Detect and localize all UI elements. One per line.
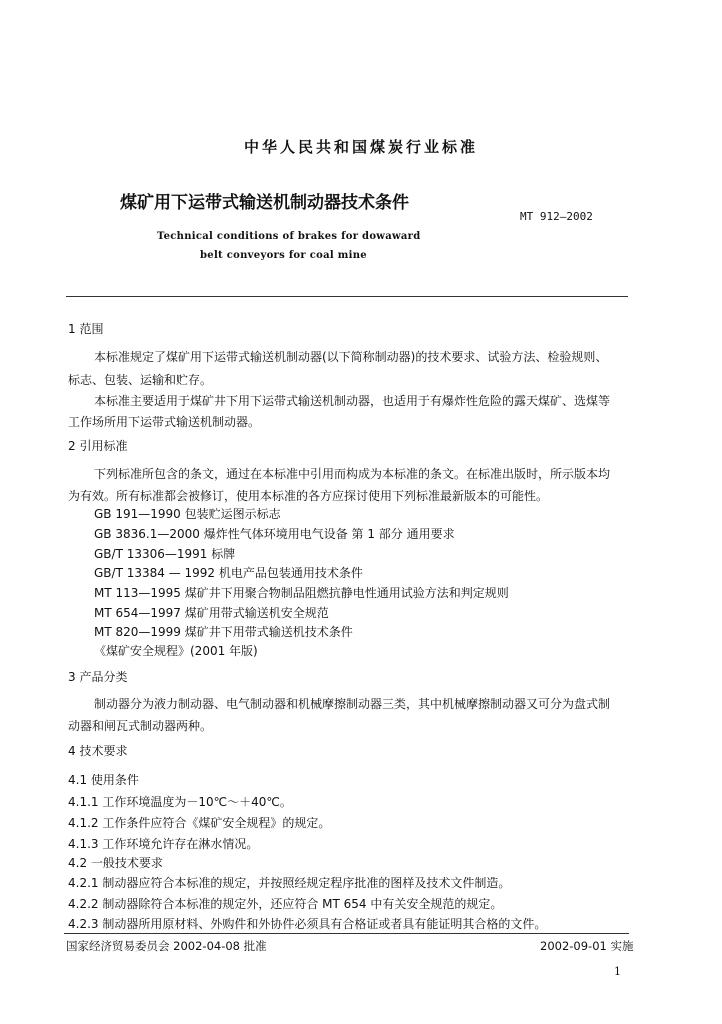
clause-item: 4.1.1 工作环境温度为－10℃～＋40℃。 — [68, 795, 292, 809]
approval-line: 国家经济贸易委员会 2002-04-08 批准 — [66, 939, 267, 953]
section-1-heading: 1 范围 — [68, 322, 104, 336]
clause-item: 4.1.3 工作环境允许存在淋水情况。 — [68, 837, 259, 851]
reference-item: MT 654—1997 煤矿用带式输送机安全规范 — [94, 606, 329, 620]
standard-code: MT 912—2002 — [520, 210, 593, 223]
section-2-paragraph-line-2: 为有效。所有标准都会被修订，使用本标准的各方应探讨使用下列标准最新版本的可能性。 — [68, 489, 549, 503]
header-divider — [66, 296, 628, 297]
document-title-en-line2: belt conveyors for coal mine — [200, 250, 367, 261]
section-2-heading: 2 引用标准 — [68, 439, 128, 453]
reference-item: GB 3836.1—2000 爆炸性气体环境用电气设备 第 1 部分 通用要求 — [94, 527, 455, 541]
reference-item: GB 191—1990 包装贮运图示标志 — [94, 507, 281, 521]
section-1-paragraph-1-line-2: 标志、包装、运输和贮存。 — [68, 373, 213, 387]
document-title-cn: 煤矿用下运带式输送机制动器技术条件 — [120, 193, 409, 213]
footer-divider — [64, 933, 629, 934]
document-title-en-line1: Technical conditions of brakes for dowaward — [157, 231, 421, 242]
clause-item: 4.2.1 制动器应符合本标准的规定，并按照经规定程序批准的图样及技术文件制造。 — [68, 876, 511, 890]
implementation-date: 2002-09-01 实施 — [540, 939, 634, 953]
section-1-paragraph-2-line-2: 工作场所用下运带式输送机制动器。 — [68, 415, 261, 429]
section-2-paragraph-line-1: 下列标准所包含的条文，通过在本标准中引用而构成为本标准的条文。在标准出版时，所示版本均 — [94, 467, 611, 481]
page-number: 1 — [614, 965, 621, 978]
section-3-heading: 3 产品分类 — [68, 670, 128, 684]
clause-item: 4.2.2 制动器除符合本标准的规定外，还应符合 MT 654 中有关安全规范的规定。 — [68, 897, 503, 911]
reference-item: MT 113—1995 煤矿井下用聚合物制品阻燃抗静电性通用试验方法和判定规则 — [94, 586, 509, 600]
section-1-paragraph-2-line-1: 本标准主要适用于煤矿井下用下运带式输送机制动器，也适用于有爆炸性危险的露天煤矿、选煤等 — [94, 394, 611, 408]
section-3-paragraph-line-1: 制动器分为液力制动器、电气制动器和机械摩擦制动器三类，其中机械摩擦制动器又可分为盘式制 — [94, 697, 611, 711]
clause-item: 4.2 一般技术要求 — [68, 856, 163, 870]
reference-item: GB/T 13306—1991 标牌 — [94, 547, 236, 561]
standard-category-header: 中华人民共和国煤炭行业标准 — [243, 138, 478, 156]
reference-item: 《煤矿安全规程》(2001 年版) — [94, 644, 258, 658]
reference-item: GB/T 13384 — 1992 机电产品包装通用技术条件 — [94, 566, 363, 580]
section-3-paragraph-line-2: 动器和闸瓦式制动器两种。 — [68, 719, 213, 733]
reference-item: MT 820—1999 煤矿井下用带式输送机技术条件 — [94, 625, 353, 639]
clause-item: 4.1.2 工作条件应符合《煤矿安全规程》的规定。 — [68, 816, 331, 830]
section-1-paragraph-1-line-1: 本标准规定了煤矿用下运带式输送机制动器(以下简称制动器)的技术要求、试验方法、检验规则、 — [94, 350, 608, 364]
section-4-heading: 4 技术要求 — [68, 744, 128, 758]
clause-item: 4.1 使用条件 — [68, 773, 139, 787]
clause-item: 4.2.3 制动器所用原材料、外购件和外协件必须具有合格证或者具有能证明其合格的文件。 — [68, 917, 547, 931]
